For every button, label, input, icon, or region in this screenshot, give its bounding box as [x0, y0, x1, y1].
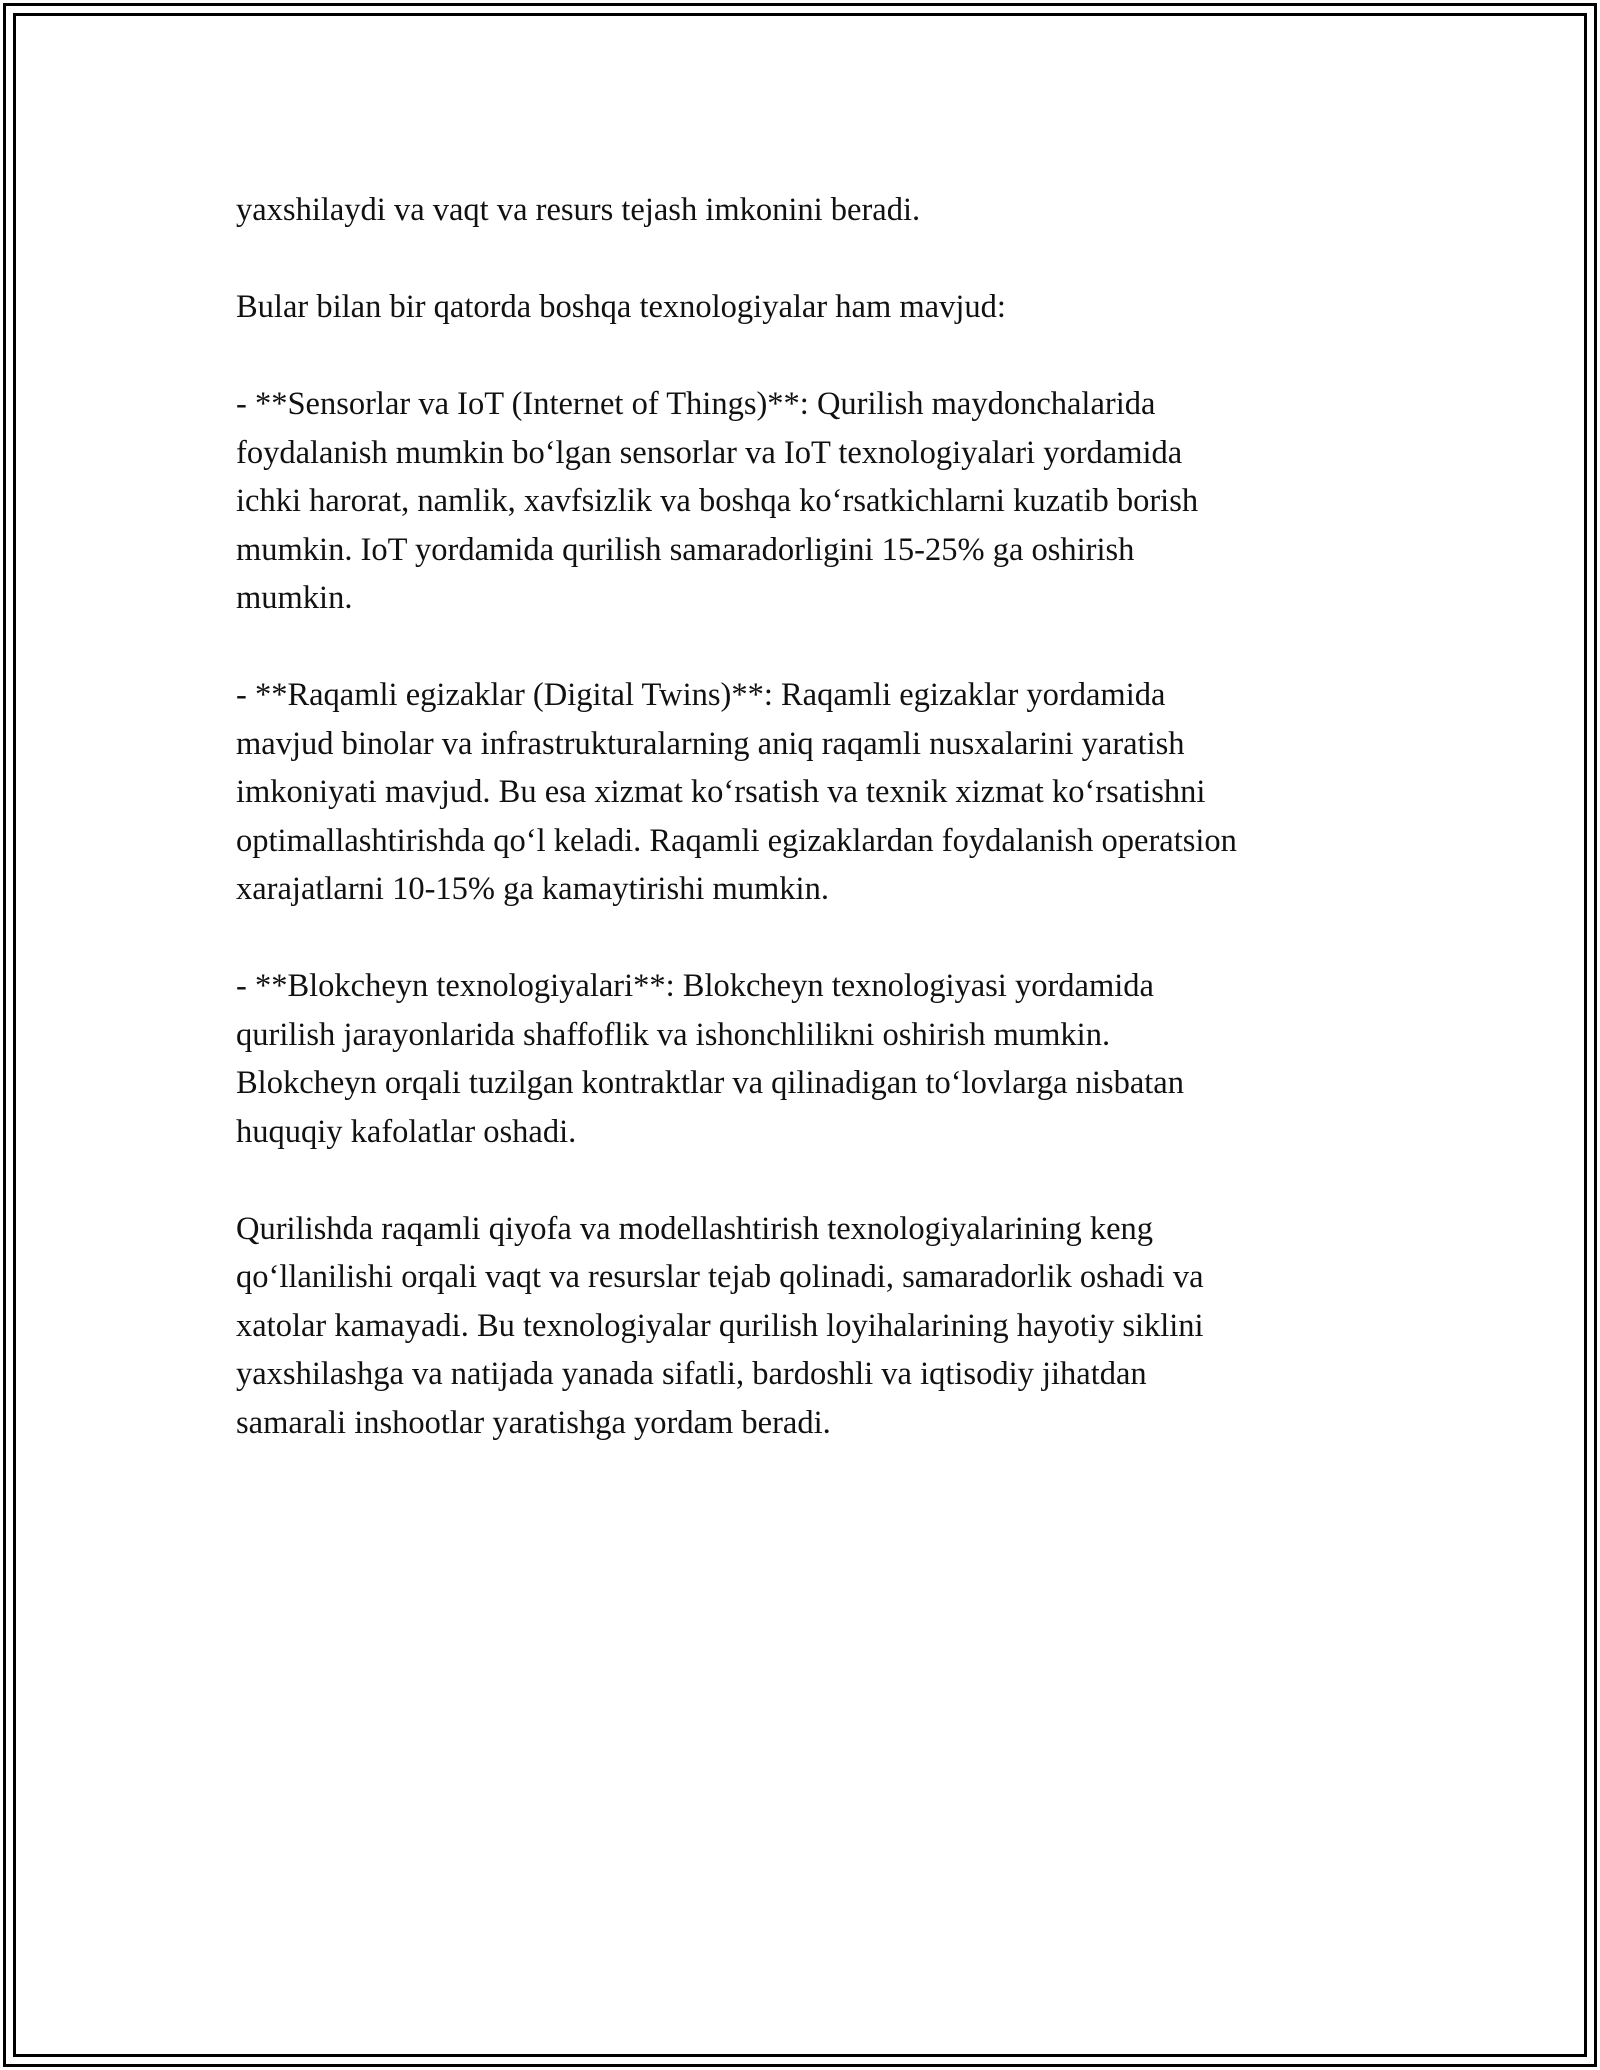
- list-item-sensors-iot: - **Sensorlar va IoT (Internet of Things)**: Qurilish maydonchalarida foydalanish mumkin bo‘lgan sensorlar va IoT texnologiyalari yordamida ichki harorat, namlik, xavfsizlik va boshqa ko‘rsatkichlarni kuzatib borish mumkin. IoT yordamida qurilish samaradorligini 15-25% ga oshirish mumkin.: [236, 386, 1199, 616]
- paragraph-other-technologies: Bular bilan bir qatorda boshqa texnologiyalar ham mavjud:: [236, 289, 1006, 325]
- document-body: [236, 186, 1386, 1447]
- paragraph-conclusion: Qurilishda raqamli qiyofa va modellashtirish texnologiyalarining keng qo‘llanilishi orqali vaqt va resurslar tejab qolinadi, samaradorlik oshadi va xatolar kamayadi. Bu texnologiyalar qurilish loyihalarining hayotiy siklini yaxshilashga va natijada yanada sifatli, bardoshli va iqtisodiy jihatdan samarali inshootlar yaratishga yordam beradi.: [236, 1210, 1204, 1441]
- list-item-digital-twins: - **Raqamli egizaklar (Digital Twins)**: Raqamli egizaklar yordamida mavjud binolar va infrastrukturalarning aniq raqamli nusxalarini yaratish imkoniyati mavjud. Bu esa xizmat ko‘rsatish va texnik xizmat ko‘rsatishni optimallashtirishda qo‘l keladi. Raqamli egizaklardan foydalanish operatsion xarajatlarni 10-15% ga kamaytirishi mumkin.: [236, 677, 1237, 907]
- paragraph-intro-continuation: yaxshilaydi va vaqt va resurs tejash imkonini beradi.: [236, 192, 921, 228]
- list-item-blockchain: - **Blokcheyn texnologiyalari**: Blokcheyn texnologiyasi yordamida qurilish jarayonlarida shaffoflik va ishonchlilikni oshirish mumkin. Blokcheyn orqali tuzilgan kontraktlar va qilinadigan to‘lovlarga nisbatan huquqiy kafolatlar oshadi.: [236, 968, 1184, 1150]
